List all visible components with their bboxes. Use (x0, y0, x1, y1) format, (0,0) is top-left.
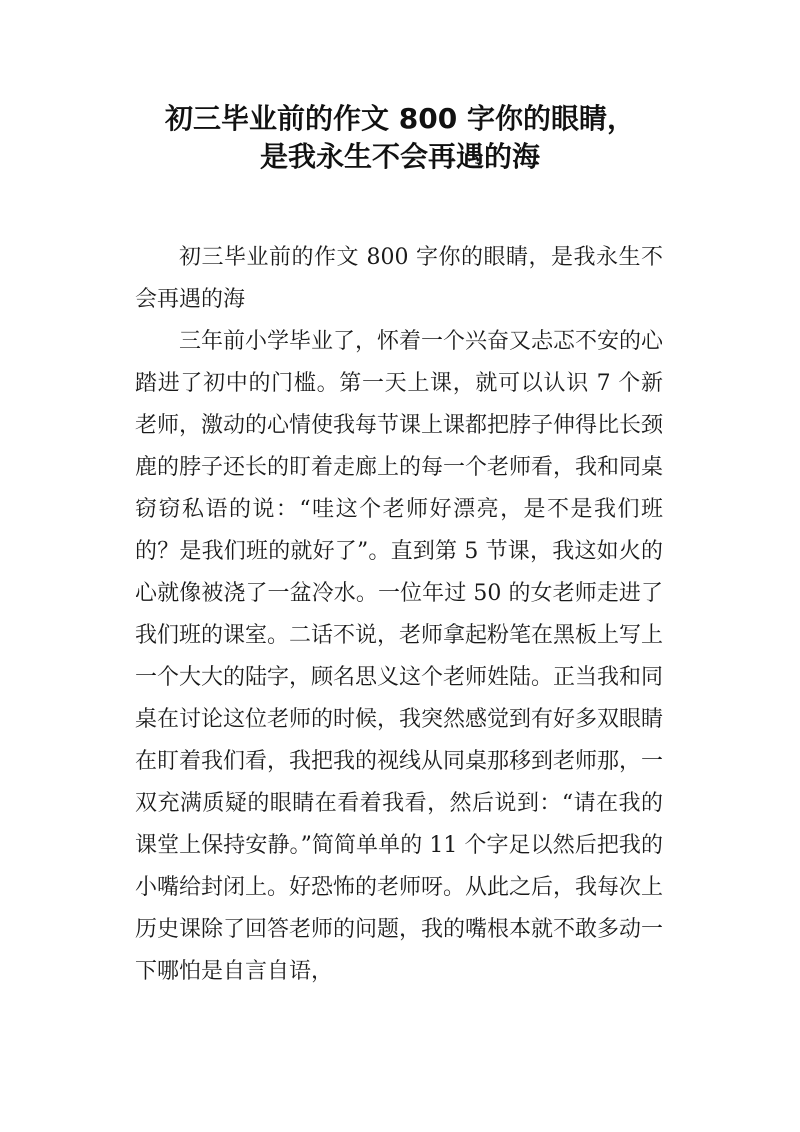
title-line-2: 是我永生不会再遇的海 (259, 140, 540, 173)
paragraph-main: 三年前小学毕业了，怀着一个兴奋又忐忑不安的心踏进了初中的门槛。第一天上课，就可以认识 7 个新老师，激动的心情使我每节课上课都把脖子伸得比长颈鹿的脖子还长的盯着走廊上的每一个老师看，我和同桌窃窃私语的说：“哇这个老师好漂亮，是不是我们班的？是我们班的就好了”。直到第 5 节课，我这如火的心就像被浇了一盆冷水。一位年过 50 的女老师走进了我们班的课室。二话不说，老师拿起粉笔在黑板上写上一个大大的陆字，顾名思义这个老师姓陆。正当我和同桌在讨论这位老师的时候，我突然感觉到有好多双眼睛在盯着我们看，我把我的视线从同桌那移到老师那，一双充满质疑的眼睛在看着我看，然后说到：“请在我的课堂上保持安静。”简简单单的 11 个字足以然后把我的小嘴给封闭上。好恐怖的老师呀。从此之后，我每次上历史课除了回答老师的问题，我的嘴根本就不敢多动一下哪怕是自言自语， (135, 329, 664, 984)
paragraph-subtitle: 初三毕业前的作文 800 字你的眼睛，是我永生不会再遇的海 (135, 245, 663, 312)
title-line-1: 初三毕业前的作文 800 字你的眼睛， (165, 102, 635, 135)
document-title (0, 100, 800, 176)
document-body (135, 237, 663, 993)
